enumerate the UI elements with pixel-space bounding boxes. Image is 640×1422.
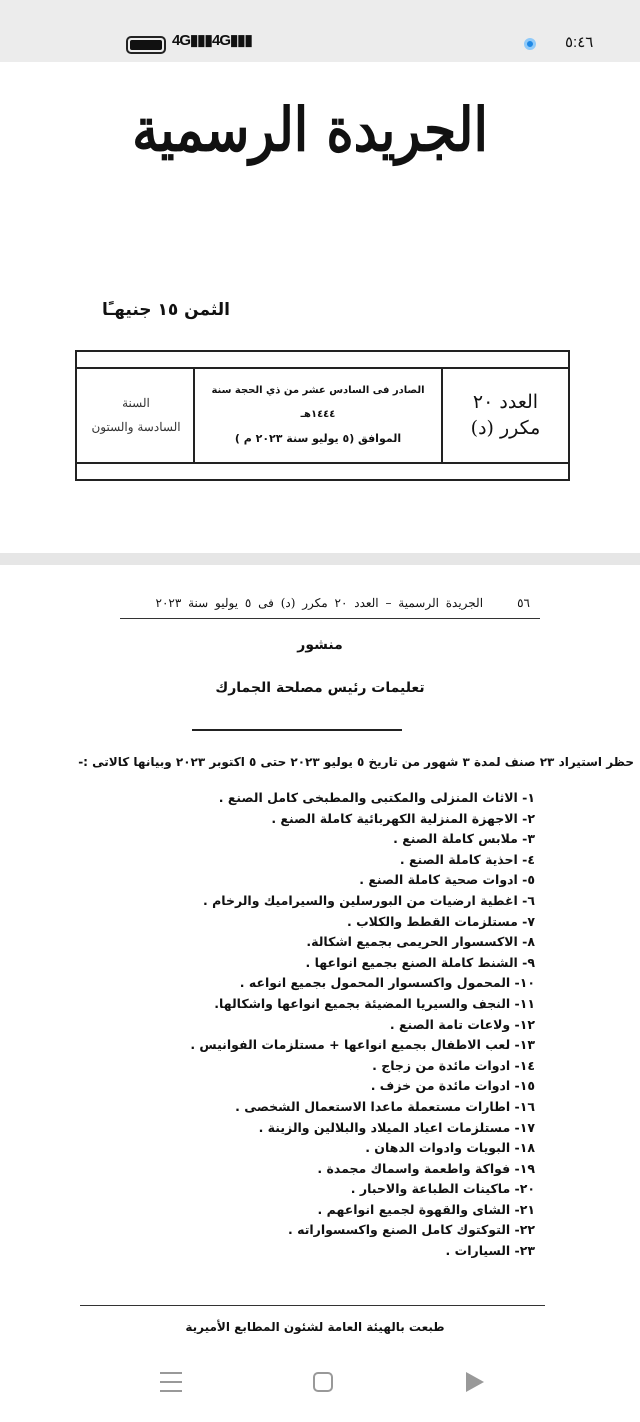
list-item: ١٧- مستلزمات اعياد الميلاد والبلالين والزينة .: [258, 1119, 535, 1135]
title-divider: [192, 729, 402, 731]
issue-number: العدد ٢٠: [472, 391, 539, 413]
list-item: ١٨- البويات وادوات الدهان .: [365, 1140, 535, 1156]
list-item: ١٩- فواكة واطعمة واسماك مجمدة .: [317, 1160, 535, 1176]
list-item: ٥- ادوات صحية كاملة الصنع .: [359, 872, 535, 888]
list-item: ٢١- الشاى والقهوة لجميع انواعهم .: [317, 1201, 535, 1217]
page-number: ٥٦: [517, 596, 530, 610]
signal-icon: 4G▮▮▮: [172, 32, 212, 49]
list-item: ١٤- ادوات مائدة من زجاج .: [372, 1057, 535, 1073]
issue-suffix: مكرر (د): [470, 417, 541, 439]
table-top-bar: [75, 350, 570, 369]
list-item: ٢٠- ماكينات الطباعة والاحبار .: [350, 1181, 535, 1197]
price-label: الثمن ١٥ جنيهـًا: [102, 300, 230, 320]
intro-text: حظر استيراد ٢٣ صنف لمدة ٣ شهور من تاريخ ٥ يوليو ٢٠٢٣ حتى ٥ اكتوبر ٢٠٢٣ وبيانها كالاتى :-: [78, 755, 634, 769]
list-item: ١- الاثاث المنزلى والمكتبى والمطبخى كامل الصنع .: [218, 790, 535, 805]
year-label: السنة: [122, 396, 150, 410]
navigation-bar: [0, 1350, 640, 1422]
menu-icon[interactable]: [160, 1372, 182, 1392]
list-item: ٢- الاجهزة المنزلية الكهربائية كاملة الصنع .: [271, 810, 535, 826]
list-item: ١٥- ادوات مائدة من خزف .: [370, 1078, 535, 1094]
list-item: ٧- مستلزمات القطط والكلاب .: [346, 913, 535, 929]
list-item: ٨- الاكسسوار الحريمى بجميع اشكالة.: [306, 934, 535, 950]
issue-number-cell: [443, 368, 568, 462]
issue-year-cell: [77, 368, 195, 462]
list-item: ٩- الشنط كاملة الصنع بجميع انواعها .: [305, 954, 535, 970]
document-subtitle: تعليمات رئيس مصلحة الجمارك: [215, 680, 425, 696]
printer-footer: طبعت بالهيئة العامة لشئون المطابع الأميرية: [185, 1320, 445, 1334]
list-item: ٢٢- التوكتوك كامل الصنع واكسسواراته .: [288, 1222, 535, 1238]
masthead-logo: الجريدة الرسمية: [132, 95, 488, 166]
list-item: ١٦- اطارات مستعملة ماعدا الاستعمال الشخصى .: [235, 1098, 535, 1114]
date-gregorian: الموافق (٥ يوليو سنة ٢٠٢٣ م ): [234, 432, 402, 445]
clock: ٥:٤٦: [565, 34, 594, 51]
back-icon[interactable]: [466, 1372, 484, 1392]
notification-dot-icon: [524, 38, 536, 50]
running-header-text: الجريدة الرسمية – العدد ٢٠ مكرر (د) فى ٥ يوليو سنة ٢٠٢٣: [155, 596, 484, 610]
header-divider: [120, 618, 540, 619]
issue-date-cell: [193, 368, 443, 462]
status-bar: [0, 0, 640, 62]
date-hijri: الصادر فى السادس عشر من ذي الحجة سنة ١٤٤٤هـ: [211, 385, 425, 420]
table-bottom-bar: [75, 462, 570, 481]
document-title: منشور: [297, 637, 343, 653]
banned-items-list: [95, 788, 535, 1262]
list-item: ١٣- لعب الاطفال بجميع انواعها + مستلزمات الفوانيس .: [190, 1037, 535, 1053]
list-item: ٤- احذية كاملة الصنع .: [399, 851, 535, 867]
year-value: السادسة والستون: [91, 420, 181, 434]
battery-icon: [126, 36, 166, 54]
list-item: ٦- اغطية ارضيات من البورسلين والسيراميك والرخام .: [203, 892, 535, 908]
list-item: ٢٣- السيارات .: [445, 1243, 535, 1259]
list-item: ١١- النجف والسيريا المضيئة بجميع انواعها واشكالها.: [214, 995, 535, 1011]
list-item: ١٢- ولاعات تامة الصنع .: [389, 1016, 535, 1032]
issue-info-row: [75, 368, 570, 462]
footer-divider: [80, 1305, 545, 1306]
signal-icon: 4G▮▮▮: [212, 32, 252, 49]
list-item: ١٠- المحمول واكسسوار المحمول بجميع انواعه .: [239, 975, 535, 991]
running-header: [130, 596, 530, 610]
page-separator: [0, 553, 640, 565]
home-icon[interactable]: [313, 1372, 333, 1392]
list-item: ٣- ملابس كاملة الصنع .: [393, 831, 535, 847]
